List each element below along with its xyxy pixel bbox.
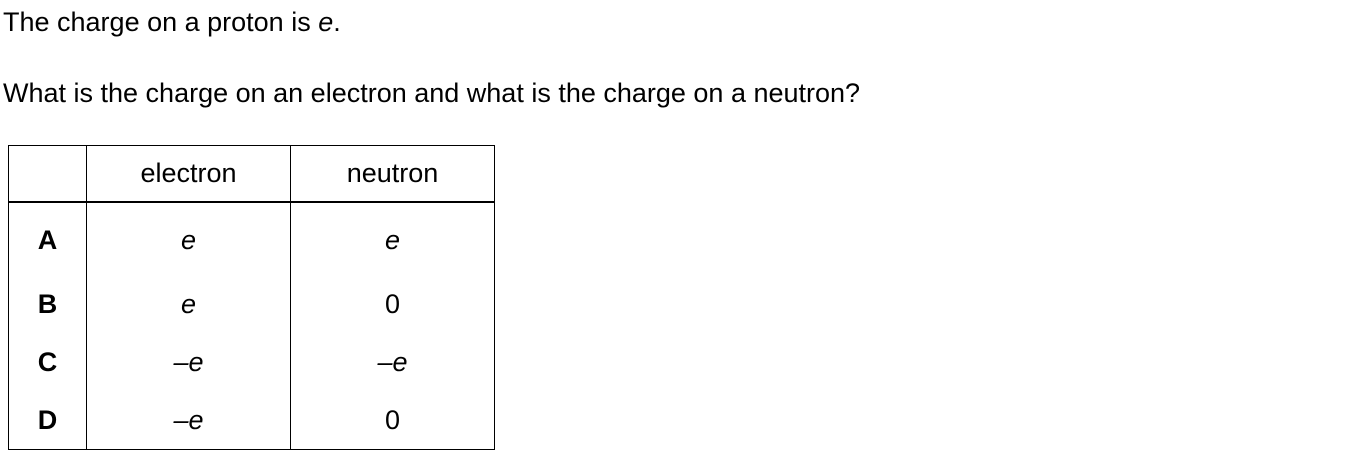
option-row-d[interactable]	[9, 391, 495, 450]
option-row-a[interactable]	[9, 202, 495, 275]
answer-options-table	[8, 145, 495, 450]
option-key[interactable]: A	[9, 202, 87, 275]
charge-symbol: e	[318, 7, 334, 37]
electron-charge: –e	[87, 391, 291, 450]
electron-charge: e	[87, 202, 291, 275]
statement-suffix: .	[333, 7, 341, 37]
table-header-row	[9, 146, 495, 203]
option-key[interactable]: C	[9, 333, 87, 391]
electron-charge: –e	[87, 333, 291, 391]
option-key[interactable]: B	[9, 275, 87, 333]
electron-charge: e	[87, 275, 291, 333]
neutron-charge: –e	[291, 333, 495, 391]
neutron-charge: 0	[291, 275, 495, 333]
question-prompt: What is the charge on an electron and what is the charge on a neutron?	[3, 78, 861, 108]
neutron-charge: e	[291, 202, 495, 275]
option-key[interactable]: D	[9, 391, 87, 450]
statement-prefix: The charge on a proton is	[3, 7, 319, 37]
header-neutron: neutron	[291, 146, 495, 203]
header-electron: electron	[87, 146, 291, 203]
neutron-charge: 0	[291, 391, 495, 450]
question-statement	[3, 6, 341, 38]
option-row-c[interactable]	[9, 333, 495, 391]
header-empty	[9, 146, 87, 203]
option-row-b[interactable]	[9, 275, 495, 333]
